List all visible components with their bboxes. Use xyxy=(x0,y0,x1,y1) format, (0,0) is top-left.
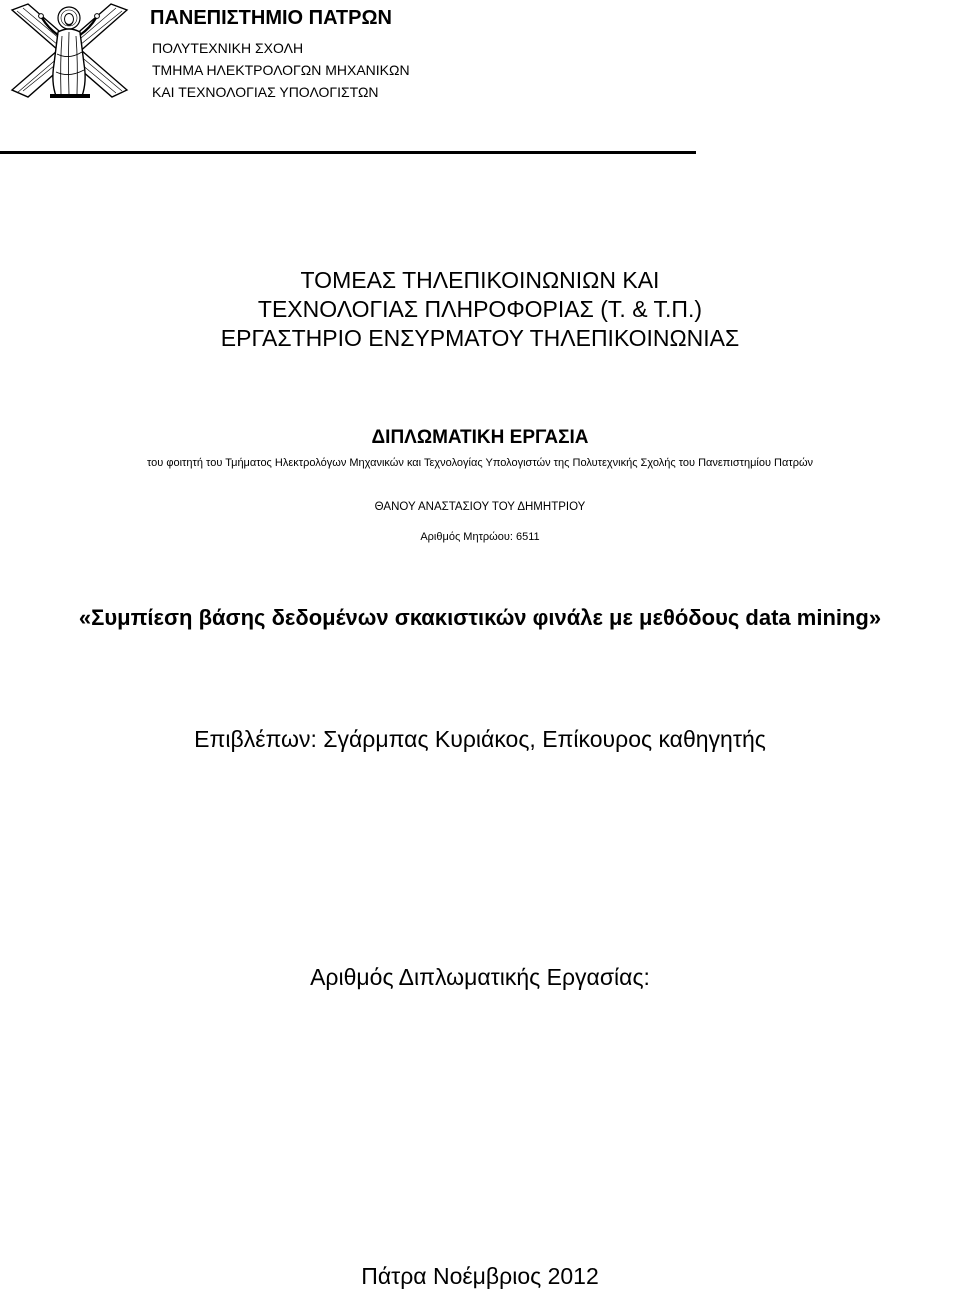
student-name: ΘΑΝΟΥ ΑΝΑΣΤΑΣΙΟΥ ΤΟΥ ΔΗΜΗΤΡΙΟΥ xyxy=(374,501,586,513)
school-line: ΠΟΛΥΤΕΧΝΙΚΗ ΣΧΟΛΗ xyxy=(152,40,304,56)
thesis-heading: ΔΙΠΛΩΜΑΤΙΚΗ ΕΡΓΑΣΙΑ xyxy=(371,427,589,448)
sector-lab-block xyxy=(0,266,960,353)
sector-line: ΤΟΜΕΑΣ ΤΗΛΕΠΙΚΟΙΝΩΝΙΩΝ ΚΑΙ xyxy=(300,267,660,293)
school-line: ΚΑΙ ΤΕΧΝΟΛΟΓΙΑΣ ΥΠΟΛΟΓΙΣΤΩΝ xyxy=(152,84,379,100)
thesis-number-label: Αριθμός Διπλωματικής Εργασίας: xyxy=(310,964,650,990)
supervisor: Επιβλέπων: Σγάρμπας Κυριάκος, Επίκουρος καθηγητής xyxy=(194,726,766,752)
header-divider xyxy=(0,151,696,154)
university-name: ΠΑΝΕΠΙΣΤΗΜΙΟ ΠΑΤΡΩΝ xyxy=(150,7,392,29)
school-line: ΤΜΗΜΑ ΗΛΕΚΤΡΟΛΟΓΩΝ ΜΗΧΑΝΙΚΩΝ xyxy=(152,62,410,78)
student-description: του φοιτητή του Τμήματος Ηλεκτρολόγων Μηχανικών και Τεχνολογίας Υπολογιστών της Πολυτεχνικής Σχολής του Πανεπιστημίου Πατρών xyxy=(146,457,814,469)
place-date: Πάτρα Νοέμβριος 2012 xyxy=(361,1263,599,1289)
sector-line: ΤΕΧΝΟΛΟΓΙΑΣ ΠΛΗΡΟΦΟΡΙΑΣ (Τ. & Τ.Π.) xyxy=(257,296,703,322)
sector-line: ΕΡΓΑΣΤΗΡΙΟ ΕΝΣΥΡΜΑΤΟΥ ΤΗΛΕΠΙΚΟΙΝΩΝΙΑΣ xyxy=(220,325,740,351)
registration-number: Αριθμός Μητρώου: 6511 xyxy=(420,531,540,543)
university-seal-icon xyxy=(8,2,131,99)
thesis-title: «Συμπίεση βάσης δεδομένων σκακιστικών φινάλε με μεθόδους data mining» xyxy=(78,605,882,630)
school-department xyxy=(152,37,410,103)
